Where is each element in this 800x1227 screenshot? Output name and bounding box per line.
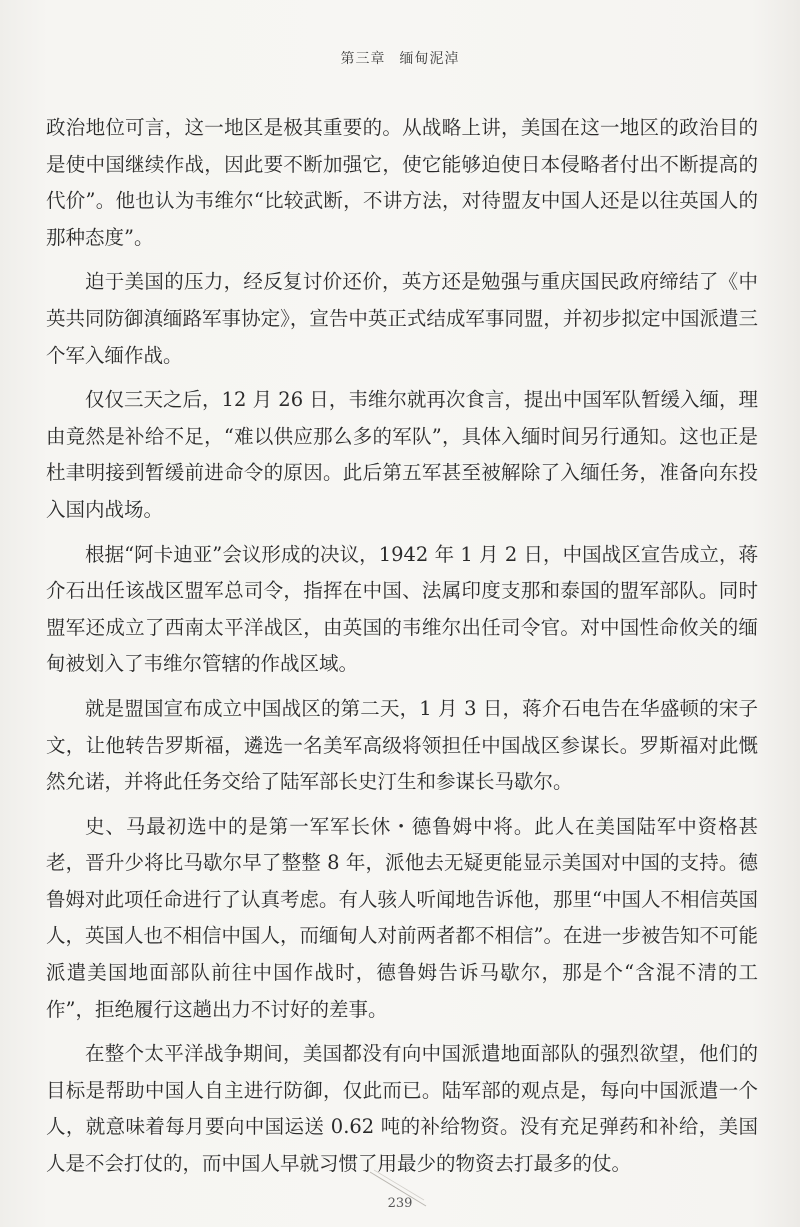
running-header bbox=[0, 48, 800, 68]
paragraph: 就是盟国宣布成立中国战区的第二天，1 月 3 日，蒋介石电告在华盛顿的宋子文，让他转告罗斯福，遴选一名美军高级将领担任中国战区参谋长。罗斯福对此慨然允诺，并将此任务交给了陆军部长史汀生和参谋长马歇尔。 bbox=[46, 696, 758, 794]
chapter-title: 缅甸泥淖 bbox=[399, 51, 460, 67]
paragraph-continuation: 政治地位可言，这一地区是极其重要的。从战略上讲，美国在这一地区的政治目的是使中国继续作战，因此要不断加强它，使它能够迫使日本侵略者付出不断提高的代价”。他也认为韦维尔“比较武断，不讲方法，对待盟友中国人还是以往英国人的那种态度”。 bbox=[46, 116, 758, 249]
paragraph: 根据“阿卡迪亚”会议形成的决议，1942 年 1 月 2 日，中国战区宣告成立，蒋介石出任该战区盟军总司令，指挥在中国、法属印度支那和泰国的盟军部队。同时盟军还成立了西南太平洋战区，由英国的韦维尔出任司令官。对中国性命攸关的缅甸被划入了韦维尔管辖的作战区域。 bbox=[46, 542, 758, 676]
paragraph: 迫于美国的压力，经反复讨价还价，英方还是勉强与重庆国民政府缔结了《中英共同防御滇缅路军事协定》，宣告中英正式结成军事同盟，并初步拟定中国派遣三个军入缅作战。 bbox=[46, 270, 758, 367]
paragraph: 仅仅三天之后，12 月 26 日，韦维尔就再次食言，提出中国军队暂缓入缅，理由竟然是补给不足，“难以供应那么多的军队”，具体入缅时间另行通知。这也正是杜聿明接到暂缓前进命令的原因。此后第五军甚至被解除了入缅任务，准备向东投入国内战场。 bbox=[46, 388, 758, 521]
chapter-number: 第三章 bbox=[340, 51, 386, 67]
paragraph: 史、马最初选中的是第一军军长休・德鲁姆中将。此人在美国陆军中资格甚老，晋升少将比马歇尔早了整整 8 年，派他去无疑更能显示美国对中国的支持。德鲁姆对此项任命进行了认真考虑。有人骇人听闻地告诉他，那里“中国人不相信英国人，英国人也不相信中国人，而缅甸人对前两者都不相信”。在进一步被告知不可能派遣美国地面部队前往中国作战时，德鲁姆告诉马歇尔，那是个“含混不清的工作”，拒绝履行这趟出力不讨好的差事。 bbox=[46, 814, 758, 1021]
body-text bbox=[46, 110, 758, 1191]
paragraph: 在整个太平洋战争期间，美国都没有向中国派遣地面部队的强烈欲望，他们的目标是帮助中国人自主进行防御，仅此而已。陆军部的观点是，每向中国派遣一个人，就意味着每月要向中国运送 0.62 吨的补给物资。没有充足弹药和补给，美国人是不会打仗的，而中国人早就习惯了用最少的物资去打最多的仗。 bbox=[46, 1042, 758, 1176]
page-number: 239 bbox=[387, 1196, 413, 1211]
